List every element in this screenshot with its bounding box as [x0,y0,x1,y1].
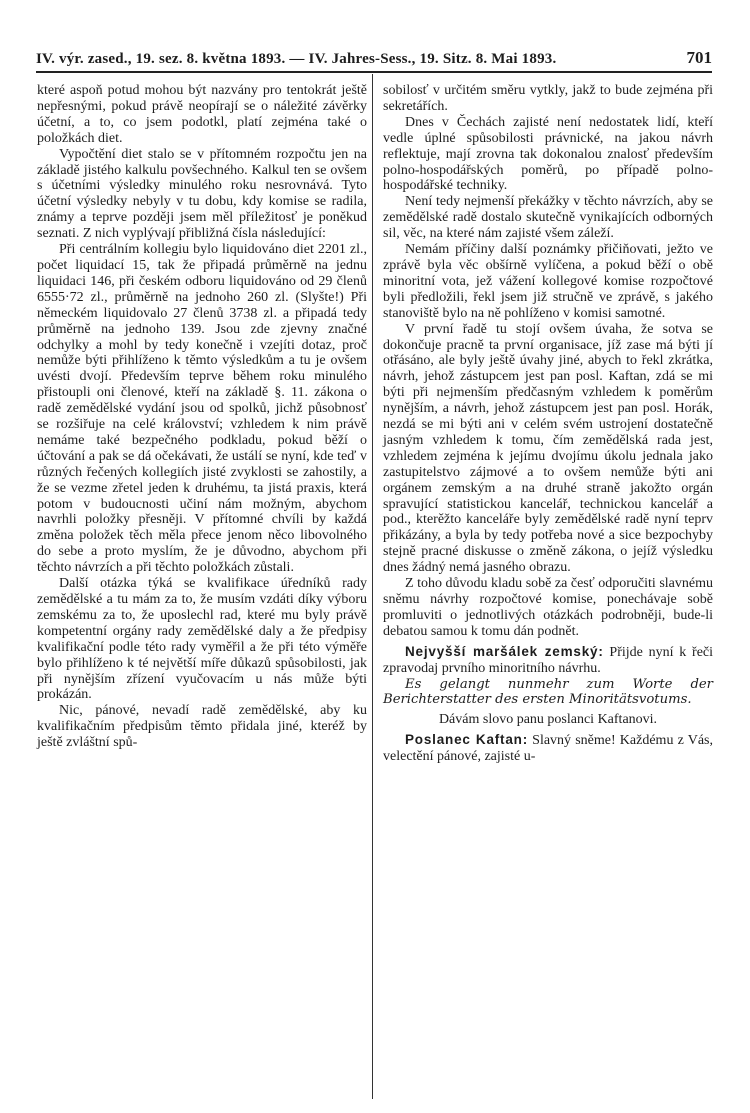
paragraph: které aspoň potud mohou být nazvány pro tentokrát ještě nepřesnými, pokud právě neopírají se o náležité závěrky účetní, a to, co jsem podotkl, platí zejména také o položkách diet. [37,83,367,146]
paragraph: Při centrálním kollegiu bylo liquidováno diet 2201 zl., počet liquidací 15, tak že připadá průměrně na jednu liquidaci 146, při českém odboru liquidováno od 29 členů 6555·72 zl., průměrně na jednoho 260 zl. (Slyšte!) Při německém liquidovalo 27 členů 3738 zl. a připadá tedy průměrně na jednoho 139. Jsou zde zjevny značné odchylky a mohl by tedy konečně i vzejíti dotaz, proč nemůže býti přihlíženo k těmto výsledkům a tu je ovšem uvésti dvojí. Především teprve během roku minulého přistoupli oni členové, kteří na základě §. 11. zákona o radě zemědělské vydání jsou od spolků, jichž působnosť se rozšiřuje na celé království; vzhledem k nim právě nemáme také bezpečného podkladu, pokud běží o účtování a pak se dá očekávati, že ustálí se nyní, kde teď v různých řečených kollegiích jisté zvyklosti se zahostily, a že se vezme zřetel jeden k druhému, ta jistá praxis, která potom v budoucnosti učiní nám možným, abychom navrhli položky přesněji. V přítomné chvíli by každá změna položek těch měla přece jenom něco libovolného do sebe a proto myslím, že je důvodno, abychom při těchto návrzích a při těchto položkách zůstali. [37,242,367,576]
speech-text: Přijde nyní k řeči zpravodaj prvního minoritního návrhu. [383,644,714,676]
paragraph: Z toho důvodu kladu sobě za česť odporučiti slavnému sněmu návrhy rozpočtové komise, ponechávaje sobě promluviti o jednotlivých otázkách podrobněji, bude-li debatou samou k tomu dán podnět. [383,576,713,639]
speaker-name: Nejvyšší maršálek zemský: [405,643,604,659]
column-divider [372,74,373,1099]
page-number: 701 [686,48,712,67]
paragraph: Další otázka týká se kvalifikace úředníků rady zemědělské a tu mám za to, že musím vzdáti díky výboru zemskému za to, že uposlechl rad, které mu byly právě kompetentní orgány rady zemědělské daly a že předpisy kvalifikační podle této rady vyměřil a že při této výměře bylo přihlíženo k té největší míře důkazů spůsobilosti, jak při nynějším zřízení vyučovacím u nás může býti prokázán. [37,576,367,703]
paragraph: Nic, pánové, nevadí radě zemědělské, aby ku kvalifikačním předpisům těmto přidala jiné, kteréž by ještě zvláštní spů- [37,703,367,751]
page-header [36,44,712,68]
running-title: IV. výr. zased., 19. sez. 8. května 1893. — IV. Jahres-Sess., 19. Sitz. 8. Mai 1893. [36,51,557,67]
speaker-paragraph [383,644,713,677]
paragraph: sobilosť v určitém směru vytkly, jakž to bude zejména při sekretářích. [383,83,713,114]
speaker-name: Poslanec Kaftan: [405,732,528,748]
paragraph: Vypočtění diet stalo se v přítomném rozpočtu jen na základě jistého kalkulu povšechného. Kalkul ten se ovšem s účetními výsledky minulého roku nesrovnává. Tyto účetní výsledky nebyly v tu dobu, kdy komise se radila, známy a teprve později jsem měl příležitosť je poněkud seznati. Z nich vyplývají přibližná čísla následující: [37,146,367,242]
header-rule [36,71,712,73]
speaker-paragraph [383,732,713,765]
left-column [37,83,367,751]
speech-text: Dávám slovo panu poslanci Kaftanovi. [438,712,658,728]
paragraph: V první řadě tu stojí ovšem úvaha, že sotva se dokončuje pracně ta první organisace, jíž zase má býti jí otřásáno, ale byly ještě úvahy jiné, abych to řekl zkrátka, návrh, jehož zástupcem jest pan posl. Kaftan, zdá se mi býti při nejmenším předčasným vzhledem k poměrům nynějším, a návrh, jehož zástupcem jest pan posl. Horák, nezdá se mi býti ani v celém svém ustrojení dostatečně jasným vzhledem k tomu, čím zemědělská rada jest, vzhledem zejména k jejímu dvojímu úkolu jednala jako zastupitelstvo zájmové a to ovšem nemůže býti ani orgánem zemským a na druhé straně jakožto orgán spravující statistickou kancelář, technickou kancelář a pod., kterěžto kanceláře byly zemědělské radě nyní teprv přikázány, a byla by tedy potřeba nové a sice bezpochyby stejně pracné diskusse o změně zákona, o jejíž výsledku dnes žádný nemá jasného obrazu. [383,321,713,576]
right-column [383,83,713,765]
paragraph: Není tedy nejmenší překážky v těchto návrzích, aby se zemědělské radě dostalo skutečně vynikajících odborných sil, věc, na které nám zajisté všem záleží. [383,194,713,242]
german-translation: Es gelangt nunmehr zum Worte der Berichterstatter des ersten Minoritätsvotums. [383,676,713,708]
paragraph: Dnes v Čechách zajisté není nedostatek lidí, kteří vedle úplné spůsobilosti právnické, na jakou návrh reflektuje, mají zrovna tak dokonalou znalosť především polno-hospodářských poměrů, po případě polno-hospodářské techniky. [383,114,713,194]
speech-text: Slavný sněme! Každému z Vás, velectění pánové, zajisté u- [383,733,713,765]
paragraph: Nemám příčiny další poznámky přičiňovati, ježto ve zprávě byla věc obšírně vylíčena, a pokud běží o obě minoritní vota, jež vážení kollegové komise rozpočtové byli předložili, řekl jsem již stručně ve zprávě, s jakého stanoviště bylo na ně pohlíženo v komisi samotné. [383,242,713,321]
